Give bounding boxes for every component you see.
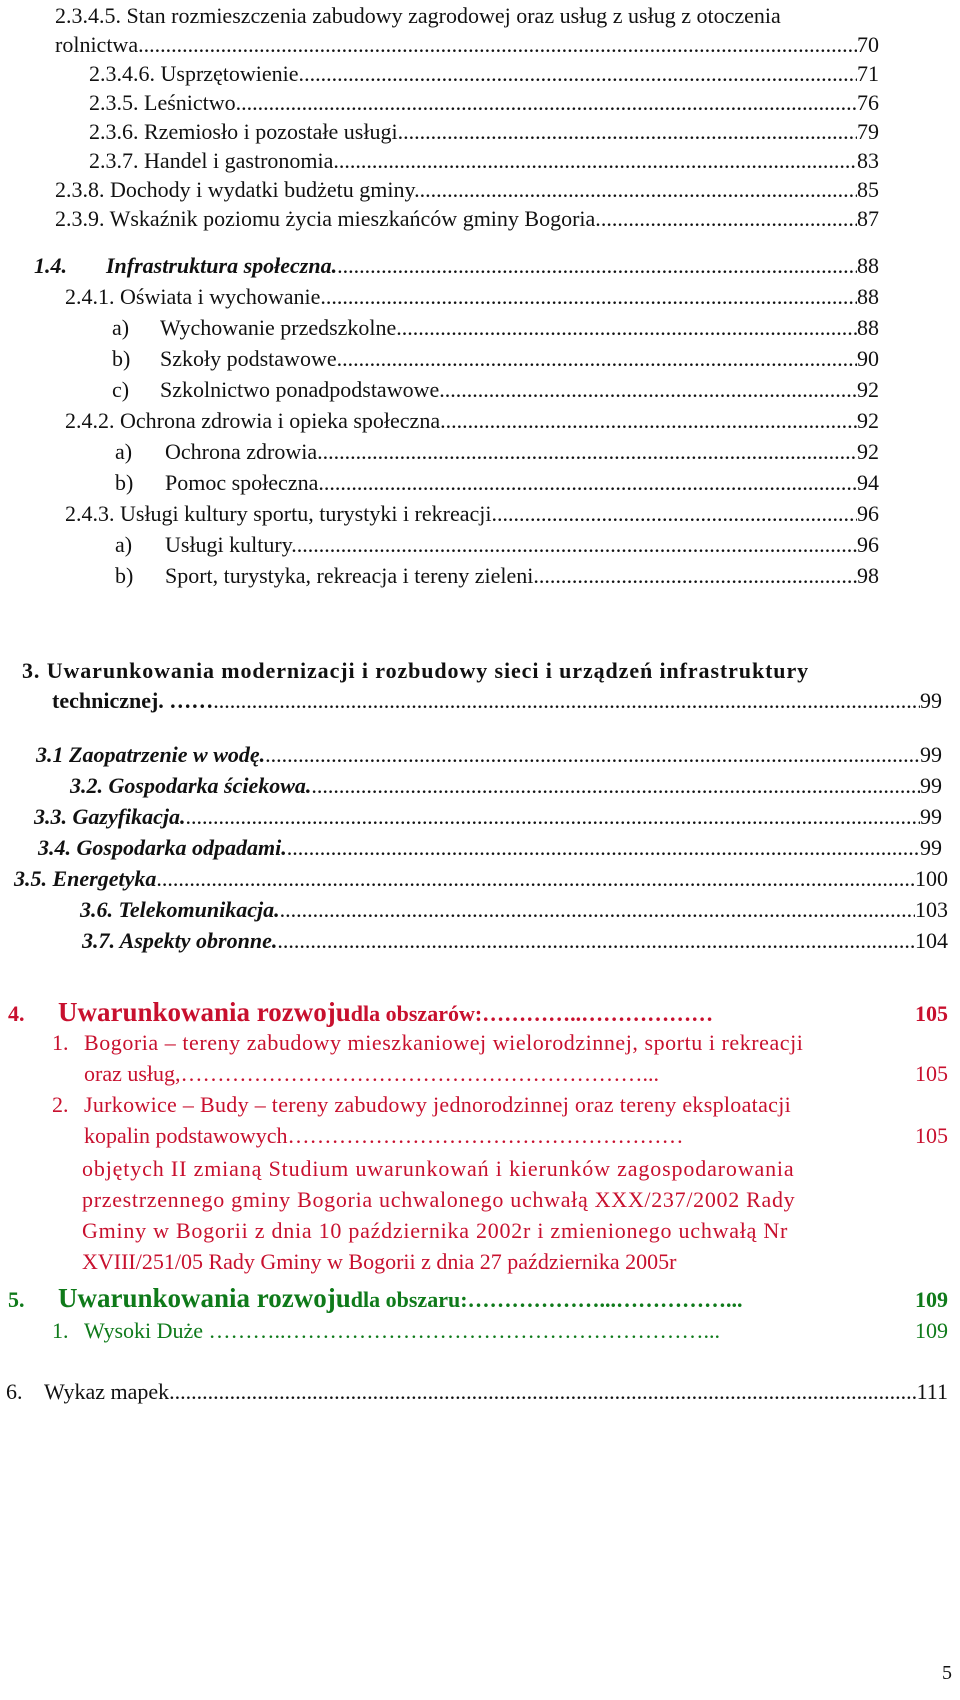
toc-item-letter: c) [112, 377, 130, 402]
toc-item-number: 1. [52, 1318, 69, 1343]
toc-entry-text: 2.4.2. Ochrona zdrowia i opieka społeczna. [65, 408, 446, 433]
toc-entry [82, 928, 948, 954]
toc-page-number: 88 [857, 315, 879, 340]
toc-entry [65, 501, 879, 527]
toc-entry [89, 119, 879, 145]
toc-page-number: 88 [857, 253, 879, 278]
toc-page-number: 76 [857, 90, 879, 115]
toc-leader [156, 866, 915, 892]
toc-item-number: 1. [52, 1030, 69, 1055]
toc-entry [14, 866, 948, 892]
toc-entry [115, 532, 879, 558]
toc-entry-text: Bogoria – tereny zabudowy mieszkaniowej wielorodzinnej, sportu i rekreacji [84, 1030, 804, 1055]
toc-page-number: 99 [920, 804, 942, 829]
toc-entry-text: 2.4.1. Oświata i wychowanie. [65, 284, 326, 309]
toc-section-heading [8, 1283, 948, 1314]
toc-entry-text: 2.3.6. Rzemiosło i pozostałe usługi. [89, 119, 404, 144]
toc-page-number: 99 [920, 773, 942, 798]
toc-entry-text: 3.1 Zaopatrzenie w wodę. [36, 742, 266, 767]
toc-section-heading [34, 253, 879, 279]
toc-entry [55, 206, 879, 232]
toc-page-number: 88 [857, 284, 879, 309]
toc-leader [326, 284, 857, 310]
page-number: 5 [942, 1662, 952, 1684]
toc-entry [55, 3, 879, 29]
toc-entry-text: Ochrona zdrowia. [165, 439, 323, 464]
toc-page-number: 94 [857, 470, 879, 495]
toc-entry-text: Wysoki Duże ………..…………………………………………………... [84, 1318, 721, 1343]
toc-page-number: 104 [915, 928, 948, 953]
toc-leader [403, 119, 857, 145]
toc-item-letter: a) [115, 532, 133, 557]
toc-leader [601, 206, 857, 232]
toc-page-number: 105 [915, 1123, 948, 1148]
toc-entry-text: rolnictwa. [55, 32, 144, 57]
toc-page-number: 92 [857, 439, 879, 464]
toc-item-letter: a) [112, 315, 130, 340]
toc-leader [241, 90, 857, 116]
toc-page-number: 100 [915, 866, 948, 891]
toc-entry [52, 1092, 948, 1118]
toc-item-letter: b) [115, 563, 134, 588]
toc-leader [280, 897, 915, 923]
toc-note-line [82, 1246, 948, 1277]
toc-entry-text: 2.3.5. Leśnictwo. [89, 90, 242, 115]
toc-section-number: 4. [8, 1001, 25, 1026]
toc-note-text: Gminy w Bogorii z dnia 10 października 2002r i zmienionego uchwałą Nr [82, 1218, 789, 1243]
toc-page-number: 99 [920, 742, 942, 767]
toc-entry [6, 1379, 948, 1405]
toc-page-number: 99 [920, 835, 942, 860]
toc-page-number: 109 [915, 1318, 948, 1343]
toc-entry [36, 742, 942, 768]
toc-entry-text: Wychowanie przedszkolne. [160, 315, 402, 340]
toc-leader [277, 928, 915, 954]
toc-entry-title: Uwarunkowania rozwoju [58, 1283, 351, 1313]
toc-entry [80, 897, 948, 923]
toc-entry-text: 2.3.8. Dochody i wydatki budżetu gminy. [55, 177, 420, 202]
toc-page-number: 103 [915, 897, 948, 922]
toc-leader [304, 61, 857, 87]
toc-entry-text: Pomoc społeczna. [165, 470, 324, 495]
toc-page-number: 109 [915, 1287, 948, 1312]
toc-note-paragraph [82, 1153, 948, 1277]
toc-section-heading [8, 997, 948, 1028]
toc-entry [34, 804, 942, 830]
toc-entry-text: Wykaz mapek [44, 1379, 170, 1404]
toc-leader [297, 532, 857, 558]
toc-entry-text: 3.2. Gospodarka ściekowa. [70, 773, 312, 798]
toc-entry-text: technicznej. …… [52, 688, 214, 713]
toc-entry-text: 3. Uwarunkowania modernizacji i rozbudowy sieci i urządzeń infrastruktury [22, 658, 810, 683]
toc-entry-text: 2.4.3. Usługi kultury sportu, turystyki i rekreacji. [65, 501, 497, 526]
toc-page-number: 90 [857, 346, 879, 371]
toc-entry-title: Uwarunkowania rozwoju [58, 997, 351, 1027]
toc-note-line [82, 1153, 948, 1184]
toc-leader [446, 408, 857, 434]
toc-page-number: 105 [915, 1061, 948, 1086]
toc-leader [497, 501, 857, 527]
toc-page-number: 96 [857, 501, 879, 526]
toc-entry [112, 315, 879, 341]
toc-leader [144, 32, 857, 58]
toc-entry-text: Usługi kultury. [165, 532, 297, 557]
toc-leader [402, 315, 857, 341]
toc-leader [324, 470, 857, 496]
toc-page-number: 111 [916, 1379, 948, 1404]
toc-page-number: 96 [857, 532, 879, 557]
toc-section-number: 1.4. [34, 253, 67, 278]
toc-leader [539, 563, 857, 589]
toc-leader [420, 177, 857, 203]
toc-entry-text: 2.3.9. Wskaźnik poziomu życia mieszkańców gminy Bogoria. [55, 206, 601, 231]
toc-entry-text: 3.7. Aspekty obronne. [82, 928, 278, 953]
toc-page-number: 83 [857, 148, 879, 173]
toc-entry [84, 1061, 948, 1087]
toc-leader [323, 439, 857, 465]
toc-page-number: 105 [915, 1001, 948, 1026]
toc-leader [213, 688, 920, 714]
toc-entry [112, 346, 879, 372]
toc-page-number: 79 [857, 119, 879, 144]
toc-entry [55, 32, 879, 58]
toc-entry-text: dla obszaru:………………...……………... [350, 1287, 743, 1312]
toc-item-letter: b) [112, 346, 131, 371]
toc-page-number: 92 [857, 377, 879, 402]
toc-note-text: XVIII/251/05 Rady Gminy w Bogorii z dnia 27 października 2005r [82, 1249, 677, 1274]
toc-page-number: 92 [857, 408, 879, 433]
toc-section-number: 5. [8, 1287, 25, 1312]
toc-entry [115, 563, 879, 589]
toc-note-line [82, 1184, 948, 1215]
toc-entry [38, 835, 942, 861]
toc-entry [52, 1030, 948, 1056]
toc-page-number: 70 [857, 32, 879, 57]
toc-section-heading [52, 688, 942, 714]
toc-entry-text: 3.5. Energetyka [14, 866, 157, 891]
toc-item-letter: b) [115, 470, 134, 495]
toc-entry [112, 377, 879, 403]
toc-entry-text: 2.3.4.6. Usprzętowienie. [89, 61, 305, 86]
toc-entry [65, 284, 879, 310]
toc-entry-text: 3.3. Gazyfikacja. [34, 804, 186, 829]
toc-entry [52, 1318, 948, 1344]
toc-entry [115, 470, 879, 496]
toc-entry [55, 177, 879, 203]
toc-entry [70, 773, 942, 799]
toc-entry [89, 61, 879, 87]
toc-entry-text: dla obszarów:…………..……………… [350, 1001, 714, 1026]
toc-entry-text: oraz usług,………………………………………………………... [84, 1061, 660, 1086]
toc-leader [311, 773, 920, 799]
toc-page-number: 98 [857, 563, 879, 588]
toc-entry-text: 2.3.4.5. Stan rozmieszczenia zabudowy zagrodowej oraz usług z usług z otoczenia [55, 3, 781, 28]
toc-entry [65, 408, 879, 434]
toc-leader [287, 835, 920, 861]
toc-entry-text: Szkolnictwo ponadpodstawowe. [160, 377, 445, 402]
toc-leader [445, 377, 857, 403]
toc-entry-text: Jurkowice – Budy – tereny zabudowy jednorodzinnej oraz tereny eksploatacji [84, 1092, 792, 1117]
toc-section-heading [22, 658, 942, 684]
toc-entry [115, 439, 879, 465]
toc-item-number: 2. [52, 1092, 69, 1117]
toc-item-letter: a) [115, 439, 133, 464]
toc-leader [342, 346, 857, 372]
toc-leader [339, 148, 857, 174]
toc-leader [186, 804, 920, 830]
toc-entry [89, 148, 879, 174]
toc-section-number: 6. [6, 1379, 23, 1404]
toc-note-text: przestrzennego gminy Bogoria uchwalonego uchwałą XXX/237/2002 Rady [82, 1187, 796, 1212]
toc-entry [84, 1123, 948, 1149]
toc-entry-text: 2.3.7. Handel i gastronomia. [89, 148, 339, 173]
toc-entry-text: Sport, turystyka, rekreacja i tereny zieleni. [165, 563, 539, 588]
toc-leader [169, 1379, 917, 1405]
toc-entry-text: kopalin podstawowych……………………………………………… [84, 1123, 684, 1148]
toc-entry-text: 3.6. Telekomunikacja. [80, 897, 280, 922]
toc-page-number: 99 [920, 688, 942, 713]
toc-leader [265, 742, 920, 768]
toc-note-text: objętych II zmianą Studium uwarunkowań i kierunków zagospodarowania [82, 1156, 795, 1181]
toc-page-number: 87 [857, 206, 879, 231]
toc-note-line [82, 1215, 948, 1246]
toc-leader [337, 253, 857, 279]
toc-entry-text: Infrastruktura społeczna. [106, 253, 338, 278]
toc-page-number: 71 [857, 61, 879, 86]
toc-entry-text: Szkoły podstawowe. [160, 346, 343, 371]
toc-entry-text: 3.4. Gospodarka odpadami. [38, 835, 287, 860]
toc-entry [89, 90, 879, 116]
toc-page-number: 85 [857, 177, 879, 202]
